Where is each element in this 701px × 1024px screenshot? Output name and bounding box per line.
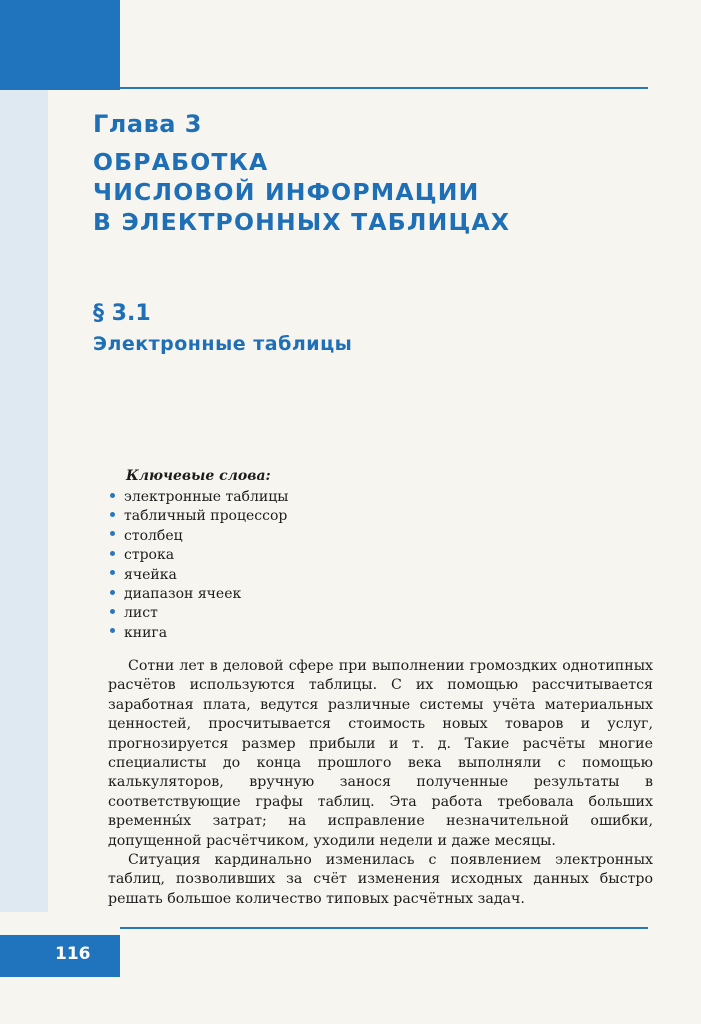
keyword-item: книга bbox=[110, 624, 288, 643]
bullet-icon bbox=[110, 590, 115, 595]
top-color-block bbox=[0, 0, 120, 90]
bullet-icon bbox=[110, 493, 115, 498]
body-text bbox=[108, 657, 653, 909]
body-paragraph: Сотни лет в деловой сфере при выполнении громоздких однотипных расчётов используются таблицы. С их помощью рассчитывается заработная плата, ведутся различные системы учёта материальных ценностей, просчитывается стоимость новых товаров и услуг, прогнозируется размер прибыли и т. д. Такие расчёты многие специалисты до конца прошлого века выполняли с помощью калькуляторов, вручную занося полученные результаты в соответствующие графы таблиц. Эта работа требовала больших временны́х затрат; на исправление незначительной ошибки, допущенной расчётчиком, уходили недели и даже месяцы. bbox=[108, 658, 653, 849]
bullet-icon bbox=[110, 570, 115, 575]
keyword-item: лист bbox=[110, 604, 288, 623]
section-title: Электронные таблицы bbox=[93, 333, 353, 355]
top-divider bbox=[120, 87, 648, 89]
page-number: 116 bbox=[55, 944, 91, 964]
body-paragraph: Ситуация кардинально изменилась с появлением электронных таблиц, позволивших за счёт изменения исходных данных быстро решать большое количество типовых расчётных задач. bbox=[108, 852, 653, 907]
chapter-title-line: В ЭЛЕКТРОННЫХ ТАБЛИЦАХ bbox=[93, 208, 511, 236]
side-color-panel bbox=[0, 90, 48, 912]
bottom-divider bbox=[120, 927, 648, 929]
keyword-item: строка bbox=[110, 546, 288, 565]
bullet-icon bbox=[110, 512, 115, 517]
keyword-item: электронные таблицы bbox=[110, 488, 288, 507]
keywords-list bbox=[110, 488, 288, 643]
section-number: § 3.1 bbox=[93, 301, 151, 326]
keywords-title: Ключевые слова: bbox=[126, 468, 271, 484]
chapter-title-line: ЧИСЛОВОЙ ИНФОРМАЦИИ bbox=[93, 178, 480, 206]
keyword-item: ячейка bbox=[110, 566, 288, 585]
bullet-icon bbox=[110, 551, 115, 556]
keyword-item: табличный процессор bbox=[110, 507, 288, 526]
chapter-label: Глава 3 bbox=[93, 110, 203, 138]
keyword-item: столбец bbox=[110, 527, 288, 546]
bullet-icon bbox=[110, 628, 115, 633]
chapter-title bbox=[93, 147, 510, 237]
keyword-item: диапазон ячеек bbox=[110, 585, 288, 604]
chapter-title-line: ОБРАБОТКА bbox=[93, 148, 269, 176]
bullet-icon bbox=[110, 531, 115, 536]
bullet-icon bbox=[110, 609, 115, 614]
keywords-box bbox=[110, 467, 288, 643]
